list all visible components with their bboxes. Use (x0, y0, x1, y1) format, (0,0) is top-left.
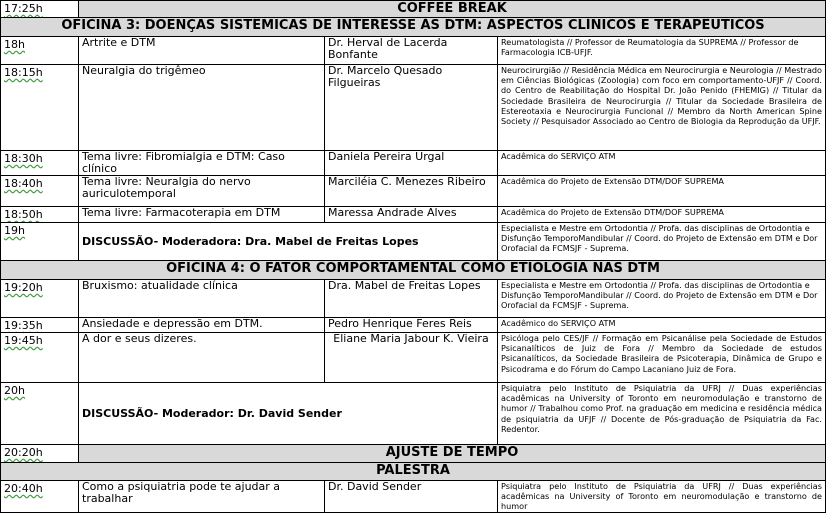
time-cell: 19:20h (1, 280, 79, 318)
topic-cell: A dor e seus dizeres. (79, 333, 325, 383)
speaker-cell: Dra. Mabel de Freitas Lopes (325, 280, 498, 318)
table-row (1, 333, 826, 383)
table-row (1, 176, 826, 207)
bio-cell: Especialista e Mestre em Ortodontia // Profa. das disciplinas de Ortodontia e Disfunção TemporoMandibular // Coord. do Projeto de Extensão em DTM e Dor Orofacial da FCMSJF - Suprema. (498, 280, 826, 318)
time-cell: 19h (1, 223, 79, 261)
row-coffee-break (1, 1, 826, 18)
table-row (1, 383, 826, 445)
bio-cell: Psicóloga pelo CES/JF // Formação em Psicanálise pela Sociedade de Estudos Psicanalíticos de Juiz de Fora // Membro da Sociedade de estudos Psicanalíticos, da Sociedade Brasileira de Psicoterapia, Dinâmica de Grupo e Psicodrama e do Fórum do Campo Lacaniano Juiz de Fora. (498, 333, 826, 383)
row-oficina-4-header (1, 261, 826, 280)
topic-cell: Bruxismo: atualidade clínica (79, 280, 325, 318)
row-palestra-header (1, 463, 826, 481)
table-row (1, 65, 826, 151)
bio-cell: Psiquiatra pelo Instituto de Psiquiatria da UFRJ // Duas experiências acadêmicas na University of Toronto em neuromodulação e transtorno de humor (498, 481, 826, 513)
topic-cell: Tema livre: Fibromialgia e DTM: Caso clínico (79, 151, 325, 176)
topic-cell: Artrite e DTM (79, 37, 325, 65)
discussion-moderator: DISCUSSÃO- Moderadora: Dra. Mabel de Freitas Lopes (79, 223, 498, 261)
table-row (1, 37, 826, 65)
topic-cell: Neuralgia do trigêmeo (79, 65, 325, 151)
bio-cell: Acadêmico do SERVIÇO ATM (498, 318, 826, 333)
discussion-moderator: DISCUSSÃO- Moderador: Dr. David Sender (79, 383, 498, 445)
time-cell: 18:15h (1, 65, 79, 151)
time-cell: 20:40h (1, 481, 79, 513)
topic-cell: Ansiedade e depressão em DTM. (79, 318, 325, 333)
table-row (1, 223, 826, 261)
speaker-cell: Dr. Marcelo Quesado Filgueiras (325, 65, 498, 151)
topic-cell: Como a psiquiatria pode te ajudar a trabalhar (79, 481, 325, 513)
time-cell: 18h (1, 37, 79, 65)
time-cell: 18:50h (1, 207, 79, 223)
bio-cell: Reumatologista // Professor de Reumatologia da SUPREMA // Professor de Farmacologia ICB-UFJF. (498, 37, 826, 65)
oficina-3-title: OFICINA 3: DOENÇAS SISTÊMICAS DE INTERESSE ÀS DTM: ASPECTOS CLÍNICOS E TERAPÊUTICOS (1, 18, 826, 37)
speaker-cell: Marciléia C. Menezes Ribeiro (325, 176, 498, 207)
time-cell: 20:20h (1, 445, 79, 463)
bio-cell: Acadêmica do SERVIÇO ATM (498, 151, 826, 176)
table-row (1, 318, 826, 333)
speaker-cell: Pedro Henrique Feres Reis (325, 318, 498, 333)
time-cell: 18:30h (1, 151, 79, 176)
time-cell: 18:40h (1, 176, 79, 207)
speaker-cell: Dr. Herval de Lacerda Bonfante (325, 37, 498, 65)
time-cell: 20h (1, 383, 79, 445)
speaker-cell: Daniela Pereira Urgal (325, 151, 498, 176)
topic-cell: Tema livre: Neuralgia do nervo auriculotemporal (79, 176, 325, 207)
palestra-title: PALESTRA (1, 463, 826, 481)
time-cell: 17:25h (1, 1, 79, 18)
table-row (1, 280, 826, 318)
table-row (1, 151, 826, 176)
oficina-4-title: OFICINA 4: O FATOR COMPORTAMENTAL COMO ETIOLOGIA NAS DTM (1, 261, 826, 280)
row-oficina-3-header (1, 18, 826, 37)
coffee-break-title: COFFEE BREAK (79, 1, 826, 18)
ajuste-title: AJUSTE DE TEMPO (79, 445, 826, 463)
speaker-cell: Dr. David Sender (325, 481, 498, 513)
time-cell: 19:45h (1, 333, 79, 383)
bio-cell: Neurocirurgião // Residência Médica em Neurocirurgia e Neurologia // Mestrado em Ciências Biológicas (Zoologia) com foco em comportamento-UFJF // Coord. do Centro de Reabilitação do Hospital Dr. João Penido (FHEMIG) // Titular da Sociedade Brasileira de Neurocirurgia // Titular da Sociedade Brasileira de Estereotaxia e Neurocirurgia Funcional // Membro da North American Spine Society // Pesquisador Associado ao Centro de Biologia da Reprodução da UFJF. (498, 65, 826, 151)
row-ajuste-de-tempo (1, 445, 826, 463)
bio-cell: Especialista e Mestre em Ortodontia // Profa. das disciplinas de Ortodontia e Disfunção TemporoMandibular // Coord. do Projeto de Extensão em DTM e Dor Orofacial da FCMSJF - Suprema. (498, 223, 826, 261)
speaker-cell: Maressa Andrade Alves (325, 207, 498, 223)
bio-cell: Psiquiatra pelo Instituto de Psiquiatria da UFRJ // Duas experiências acadêmicas na University of Toronto em neuromodulação e transtorno de humor // Trabalhou como Prof. na graduação em medicina e residência médica de psiquiatria da UFJF // Docente de Pós-graduação de Psiquiatria da Fac. Redentor. (498, 383, 826, 445)
bio-cell: Acadêmica do Projeto de Extensão DTM/DOF SUPREMA (498, 176, 826, 207)
table-row (1, 481, 826, 513)
bio-cell: Acadêmica do Projeto de Extensão DTM/DOF SUPREMA (498, 207, 826, 223)
topic-cell: Tema livre: Farmacoterapia em DTM (79, 207, 325, 223)
speaker-cell: Eliane Maria Jabour K. Vieira (325, 333, 498, 383)
time-cell: 19:35h (1, 318, 79, 333)
table-row (1, 207, 826, 223)
